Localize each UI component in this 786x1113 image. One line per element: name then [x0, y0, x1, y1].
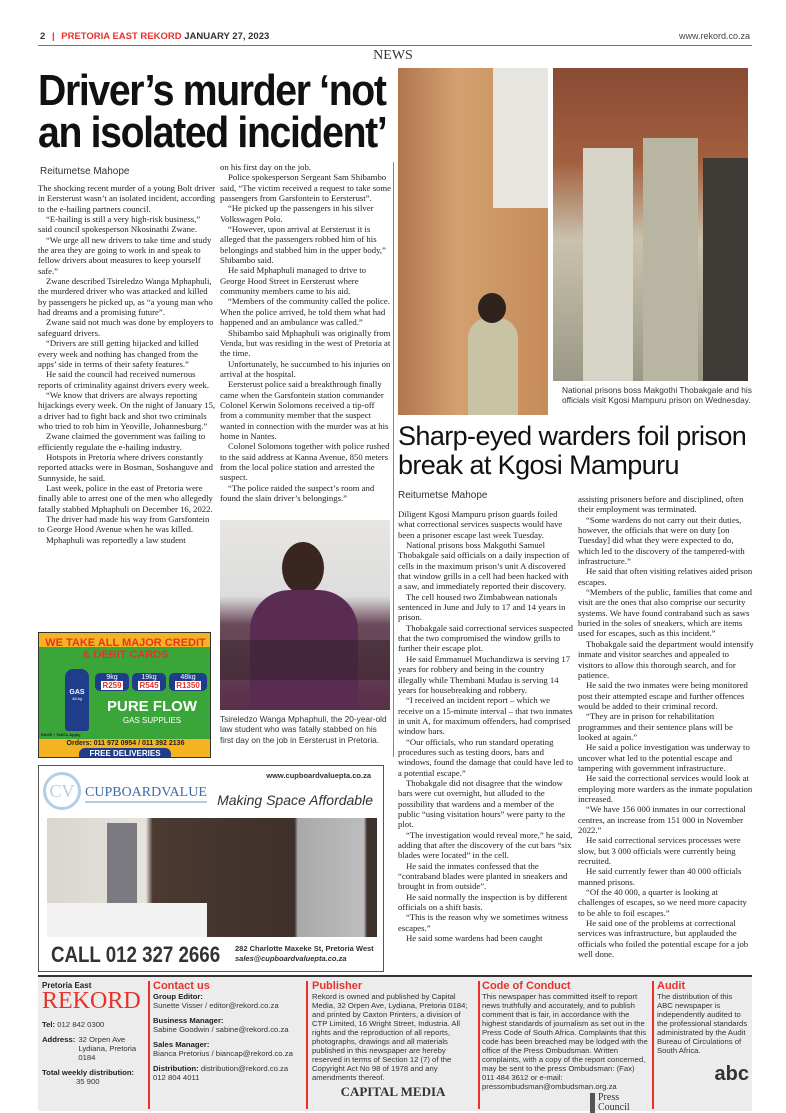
paragraph: Colonel Solomons together with police rushed to the said address at Kanna Avenue, 850 meters from the local police station and arrested the suspect. — [220, 441, 390, 483]
code-of-conduct: Code of Conduct This newspaper has committed itself to report news truthfully and accurately, and to publish comment that is fair, in accordance with the highest standards of journalism as set out in the Press Code of South Africa. Complaints that this code has been breached may be lodged with the office of the Press Ombudsman. Written complaints, with a copy of the report concerned, may be sent to the press Ombudsman: (Fax) 011 484 3612 or e-mail: pressombudsman@ombudsman.org.za Press Council — [482, 980, 648, 1113]
paragraph: Thobakgale said the department would intensify inmate and visitor searches and appealed to visitors to allow this thorough search, and for patience. — [578, 638, 754, 680]
paragraph: “I received an incident report – which we receive on a 15-minute interval – that two inmates in unit A, for maximum offenders, had comprised window bars. — [398, 695, 573, 737]
paragraph: He said that often visiting relatives aided prison escapes. — [578, 566, 753, 587]
paragraph: on his first day on the job. — [220, 162, 311, 172]
paragraph: National prisons boss Makgothi Samuel Thobakgale said officials on a daily inspection of cells in the maximum prison’s unit A discovered that window grills in a cell had been hacked with a saw, and immediately reported their discovery. — [398, 540, 570, 592]
paragraph: “We have 156 000 inmates in our correctional centres, an increase from 151 000 in November 2022.” — [578, 804, 746, 835]
paragraph: He said currently fewer than 40 000 officials manned prisons. — [578, 866, 742, 887]
article1-headline: Driver’s murder ‘not an isolated incident’ — [38, 66, 387, 157]
paragraph: Shibambo said Mphaphuli was originally from Venda, but was residing in the west of Pretoria at the time. — [220, 327, 391, 359]
paragraph: He said some wardens had been caught — [406, 933, 543, 944]
gas-cylinder-icon: GAS 48 kg — [65, 669, 89, 731]
ad-slogan: Making Space Affordable — [217, 792, 373, 808]
paragraph: Thobakgale did not disagree that the window bars were cut overnight, but alluded to the possibility that wardens and a member of the public “using visitation hours” were party to the plot. — [398, 777, 566, 830]
ad-url[interactable]: www.cupboardvaluepta.co.za — [266, 771, 371, 780]
publisher-info: Publisher Rekord is owned and published by Capital Media, 32 Orpen Ave, Lydiana, Pretoria 0184; and printed by Caxton Printers, a division of CTP Limited, 16 Wright Street, Industria. All rights and the reproduction of all reports, photographs, drawings and all materials published in this newspaper are hereby reserved in terms of Section 12 (7) of the Copyright Act No 98 of 1978 and any amendments thereof. CAPITAL MEDIA — [312, 981, 474, 1099]
order-numbers: Orders: 011 972 0954 / 011 392 2136 — [66, 740, 185, 747]
article2-byline: Reitumetse Mahope — [398, 490, 488, 501]
paragraph: He said a police investigation was underway to uncover what led to the potential escape and tampering with government infrastructure. — [578, 742, 750, 773]
paragraph: Police spokesperson Sergeant Sam Shibambo said, “The victim received a request to take some passengers from Garsfontein to Eersterust”. — [220, 172, 392, 204]
cupboard-logo: CUPBOARDVALUE — [85, 784, 207, 803]
page-header — [40, 31, 269, 42]
price-list — [95, 673, 207, 691]
address: 32 Orpen Ave Lydiana, Pretoria 0184 — [78, 1035, 137, 1062]
paragraph: “Drivers are still getting hijacked and killed every week and nothing has changed from the apps’ side in terms of their safety features.” — [38, 338, 199, 369]
paragraph: The shocking recent murder of a young Bolt driver in Eersterust wasn’t an isolated incident, according to the e-hailing partners council. — [38, 183, 216, 214]
paragraph: He said the inmates confessed that the “contraband blades were planted in sneakers and brought in from outside”. — [398, 860, 568, 892]
paragraph: “Some wardens do not carry out their duties, however, the officials that were on duty [on Tuesday] did what they were expected to do, which led to the discovery of the tampered-with infrastructure.” — [578, 514, 745, 567]
paragraph: “This is the reason why we sometimes witness escapes.” — [398, 912, 568, 933]
paragraph: “We urge all new drivers to take time and study the area they are going to work in and speak to fellow drivers about measures to keep yourself safe.” — [38, 234, 212, 276]
paragraph: Mphaphuli was reportedly a law student — [46, 534, 186, 545]
page-number: 2 — [40, 31, 46, 42]
website-url: www.rekord.co.za — [678, 31, 750, 41]
pure-flow-gas-ad[interactable] — [38, 632, 211, 758]
price-item: 48kg R1350 — [169, 673, 207, 691]
article2-column-1 — [398, 509, 573, 975]
paragraph: He said normally the inspection is by different officials on a shift basis. — [398, 891, 568, 913]
press-council-logo: Press Council — [590, 1093, 640, 1113]
paragraph: Zwane claimed the government was failing to efficiently regulate the e-hailing industry. — [38, 431, 206, 452]
paragraph: Thobakgale said correctional services suspected that the two compromised the window grills to further their escape plot. — [398, 622, 573, 654]
paragraph: “Members of the community called the police. When the police arrived, he told them what had happened and an ambulance was called.” — [220, 296, 390, 328]
masthead-footer: Pretoria East REKORD Tel: 012 842 0300 Address: 32 Orpen Ave Lydiana, Pretoria 0184 Total weekly distribution: 35 900 Contact us Group Editor: Sunette Visser / editor@rekord.co.za Business Manager: Sabine Goodwin / sabine@rekord.co.za Sales Manager: Bianca Pretorius / biancap@rekord.co.za Distribution: distribution@rekord.co.za 012 804 4011 Publisher Rekord is owned and published by Capital Media, 32 Orpen Ave, Lydiana, Pretoria 0184; and printed by Caxton Printers, a division of CTP Limited, 16 Wright Street, Industria. All rights and the reproduction of all reports, photographs, drawings and all materials published in this newspaper are hereby reserved in terms of Section 12 (7) of the Copyright Act No 98 of 1978 and any amendments thereof. CAPITAL MEDIA Code of Conduct This newspaper has committed itself to report news truthfully and accurately, and to publish comment that is fair, in accordance with the highest standards of journalism as set out in the Press Code of South Africa. Complaints that this code has been breached may be lodged with the office of the Press Ombudsman. Written complaints, with a copy of the report concerned, may be sent to the press Ombudsman: (Fax) 011 484 3612 or e-mail: pressombudsman@ombudsman.org.za Press Council Audit The distribution of this ABC newspaper is independently audited to the professional standards administrated by the Audit Bureau of Circulations of South Africa. abc — [38, 975, 752, 1111]
paragraph: Unfortunately, he succumbed to his injuries on arrival at the hospital. — [220, 358, 391, 379]
paragraph: “E-hailing is still a very high-risk business,” said council spokesperson Nkosinathi Zwane. — [38, 214, 201, 235]
paragraph: “Members of the public, families that come and visit are the ones that also comprise our security systems. We have found contraband such as saws buried in the soles of sneakers, which are items used for escapes, such as this incident.” — [578, 587, 752, 639]
prison-photo-right — [553, 68, 748, 381]
paragraph: Diligent Kgosi Mampuru prison guards foiled what correctional services suspects would have been a prisoner escape last week Tuesday. — [398, 509, 563, 540]
issue-date: JANUARY 27, 2023 — [184, 31, 270, 42]
paragraph: “Our officials, who run standard operating procedures such as testing doors, bars and windows, found the damage that could have led to a potential escape.” — [398, 736, 573, 778]
driver-photo — [220, 520, 390, 710]
terms: E&OE • Ts&Cs Apply — [41, 732, 81, 737]
article1-column-2 — [220, 162, 392, 512]
cupboard-value-ad[interactable] — [38, 765, 384, 972]
paragraph: He said the correctional services would look at employing more warders as the inmate population increased. — [578, 773, 753, 804]
audit-info: Audit The distribution of this ABC newspaper is independently audited to the professional standards administrated by the Audit Bureau of Circulations of South Africa. abc — [657, 980, 749, 1085]
paragraph: He said the council had received numerous reports of criminality against drivers every week. — [38, 369, 210, 390]
free-deliveries-badge: FREE DELIVERIES — [79, 748, 171, 758]
paragraph: Eersterust police said a breakthrough finally came when the Garsfontein station commander Colonel Kerwin Solomons received a tip-off from a community member that the suspect wanted in connection with the murder was at his home in Nantes. — [220, 379, 389, 441]
contact-us: Contact us Group Editor: Sunette Visser / editor@rekord.co.za Business Manager: Sabine Goodwin / sabine@rekord.co.za Sales Manager: Bianca Pretorius / biancap@rekord.co.za Distribution: distribution@rekord.co.za 012 804 4011 — [153, 980, 293, 1082]
masthead-small: Pretoria East — [42, 981, 92, 990]
paragraph: “The police raided the suspect’s room and found the slain driver’s belongings.” — [220, 482, 375, 503]
ad-phone: CALL 012 327 2666 — [51, 942, 221, 967]
paragraph: assisting prisoners before and disciplined, often their employment was terminated. — [578, 494, 744, 515]
paragraph: The cell housed two Zimbabwean nationals sentenced in June and July to 17 and 14 years in prison. — [398, 591, 566, 623]
paragraph: “The investigation would reveal more,” he said, adding that after the discovery of the cut bars “six blades were located” in the cell. — [398, 829, 573, 861]
section-label: NEWS — [373, 48, 413, 63]
driver-photo-caption: Tsireledzo Wanga Mphaphuli, the 20-year-old law student who was fatally stabbed on his first day on the job in Eersterust in Pretoria. — [220, 714, 387, 745]
paragraph: Zwane described Tsireledzo Wanga Mphaphuli, the murdered driver who was attacked and killed by passengers he picked up, as “a young man who had dreams and a promising future”. — [38, 276, 213, 318]
brand-name: PURE FLOW — [107, 698, 197, 715]
paper-name: PRETORIA EAST REKORD — [61, 31, 182, 42]
prison-photo-caption: National prisons boss Makgothi Thobakgale and his officials visit Kgosi Mampuru prison on Wednesday. — [562, 385, 752, 406]
ad-headline: WE TAKE ALL MAJOR CREDIT & DEBIT CARDS — [45, 637, 206, 661]
paragraph: He said correctional services processes were slow, but 3 000 officials were currently being recruited. — [578, 835, 741, 867]
header-rule — [38, 45, 752, 46]
price-item: 19kg R545 — [132, 673, 166, 691]
prison-photo-left — [398, 68, 548, 415]
masthead-logo: REKORD — [42, 988, 141, 1014]
kitchen-photo — [47, 818, 377, 937]
paragraph: “They are in prison for rehabilitation programmes and their sentence plans will be looked at again.” — [578, 711, 733, 742]
price-item: 9kg R259 — [95, 673, 129, 691]
article2-headline: Sharp-eyed warders foil prison break at Kgosi Mampuru — [398, 421, 747, 480]
tel: 012 842 0300 — [57, 1020, 105, 1029]
ad-email[interactable]: sales@cupboardvaluepta.co.za — [235, 954, 347, 963]
paragraph: He said Emmanuel Muchandizwa is serving 17 years for robbery and being in the country illegally while Thembani Mudau is serving 14 years for housebreaking and robbery. — [398, 653, 571, 695]
paragraph: He said Mphaphuli managed to drive to George Hood Street in Eersterust where community members came to his aid. — [220, 265, 367, 297]
paragraph: “We know that drivers are always reporting hijackings every week. On the night of January 15, a driver had to fight back and shot two criminals who tried to rob him in Yeoville, Johannesburg.” — [38, 389, 216, 431]
brand-tagline: GAS SUPPLIES — [122, 716, 182, 725]
paragraph: He said one of the problems at correctional services was infrastructure, but applauded the officials who foiled the potential escape for a job well done. — [578, 918, 749, 960]
paragraph: “However, upon arrival at Eersterust it is alleged that the passengers robbed him of his belongings and stabbed him in the upper body,” Shibambo said. — [220, 224, 386, 266]
article2-column-2 — [578, 494, 754, 970]
logo-mark: CV — [43, 772, 81, 810]
ad-address: 282 Charlotte Maxeke St, Pretoria West — [235, 944, 374, 953]
paragraph: The driver had made his way from Garsfontein to George Hood Avenue when he was killed. — [38, 514, 210, 535]
paragraph: “Of the 40 000, a quarter is looking at challenges of escapes, so we need more capacity to be able to foil escapes.” — [578, 887, 747, 918]
paragraph: He said the two inmates were being monitored post their attempted escape and further offences would be added to their criminal record. — [578, 680, 748, 711]
paragraph: “He picked up the passengers in his silver Volkswagen Polo. — [220, 203, 374, 224]
column-divider — [393, 162, 394, 757]
article1-byline: Reitumetse Mahope — [40, 166, 130, 177]
distribution-count: 35 900 — [76, 1077, 100, 1086]
paragraph: Last week, police in the east of Pretoria were finally able to arrest one of the men who allegedly fatally stabbed Mphaphuli on December 16, 2022. — [38, 482, 213, 514]
capital-media-logo: CAPITAL MEDIA — [340, 1084, 446, 1099]
paragraph: Hotspots in Pretoria where drivers constantly reported attacks were in Bosman, Soshanguve and Sunnyside, he said. — [38, 451, 213, 483]
article1-column-1 — [38, 183, 216, 631]
abc-logo: abc — [714, 1063, 749, 1085]
paragraph: Zwane said not much was done by employers to safeguard drivers. — [38, 317, 214, 338]
separator: | — [51, 31, 55, 42]
